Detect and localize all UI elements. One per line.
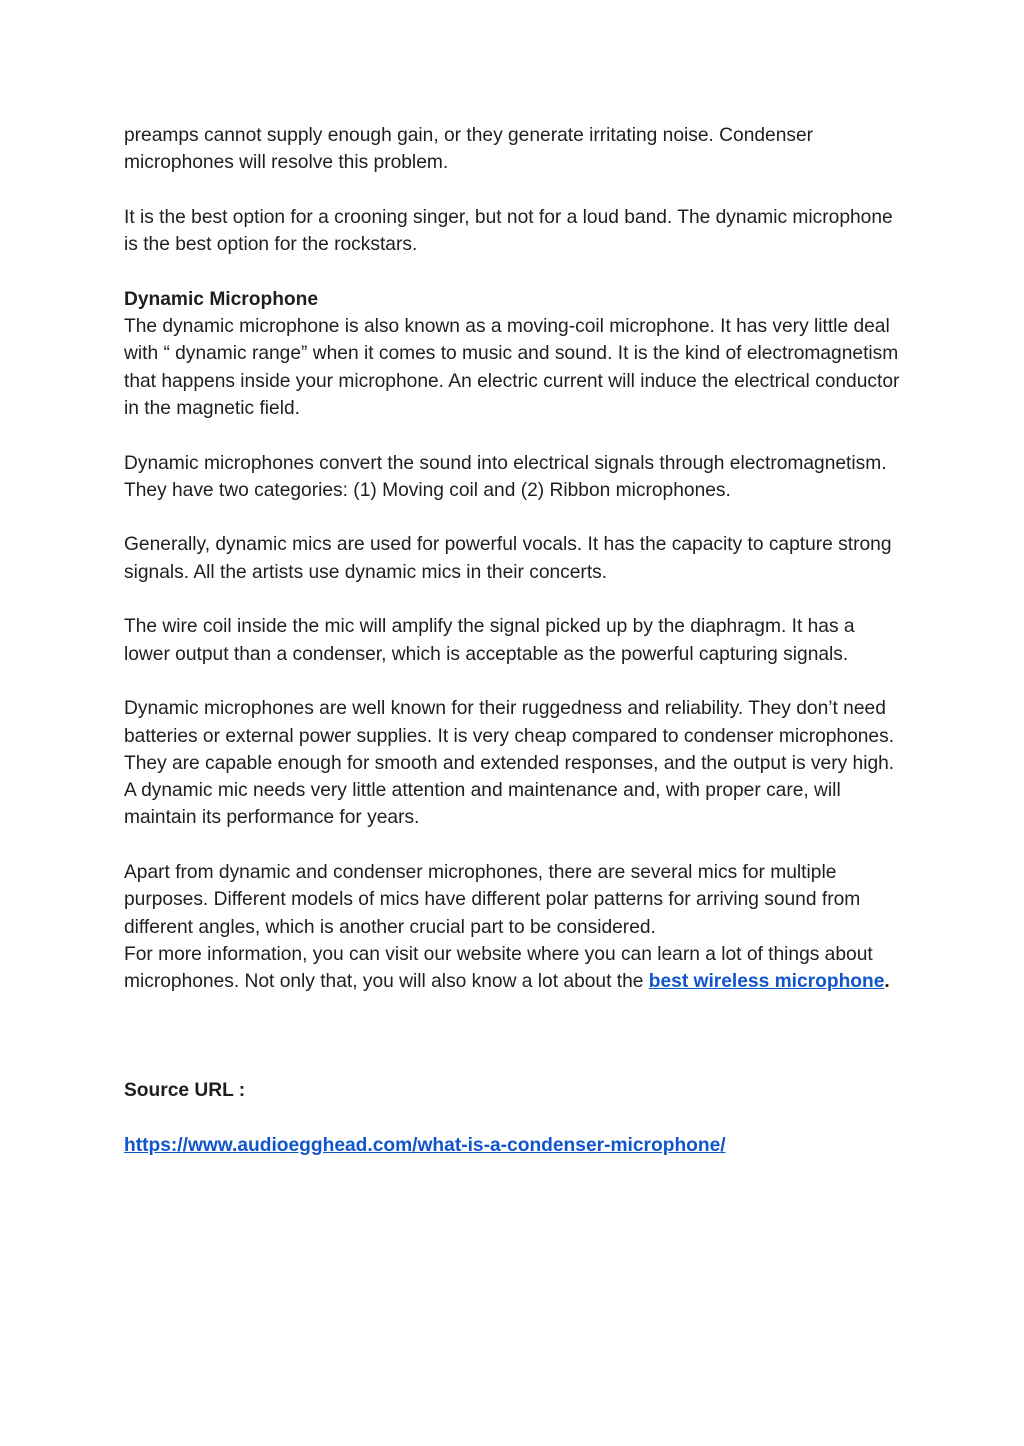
paragraph-crooning-singer: It is the best option for a crooning singer, but not for a loud band. The dynamic microphone is the best option for the rockstars. — [124, 206, 893, 256]
paragraph-powerful-vocals: Generally, dynamic mics are used for powerful vocals. It has the capacity to capture strong signals. All the artists use dynamic mics in their concerts. — [124, 534, 892, 583]
paragraph-dynamic-intro: The dynamic microphone is also known as a moving-coil microphone. It has very little deal with “ dynamic range” when it comes to music and sound. It is the kind of electromagnetism that happens inside your microphone. An electric current will induce the electrical conductor in the magnetic field. — [124, 316, 900, 419]
source-url-link[interactable]: https://www.audioegghead.com/what-is-a-condenser-microphone/ — [124, 1134, 726, 1156]
dynamic-section — [124, 286, 904, 422]
paragraph-preamps: preamps cannot supply enough gain, or they generate irritating noise. Condenser microphones will resolve this problem. — [124, 125, 814, 174]
paragraph-more-info: For more information, you can visit our website where you can learn a lot of things about microphones. Not only that, you will also know a lot about the — [124, 943, 873, 993]
closing-period: . — [884, 971, 890, 993]
source-url-row — [124, 1132, 904, 1159]
document-page — [124, 122, 904, 1187]
closing-paragraph — [124, 859, 904, 995]
paragraph-wire-coil: The wire coil inside the mic will amplify the signal picked up by the diaphragm. It has a lower output than a condenser, which is acceptable as the powerful capturing signals. — [124, 616, 855, 665]
section-heading-dynamic-microphone: Dynamic Microphone — [124, 288, 319, 310]
paragraph-convert-sound: Dynamic microphones convert the sound into electrical signals through electromagnetism. They have two categories: (1) Moving coil and (2) Ribbon microphones. — [124, 452, 887, 501]
best-wireless-microphone-link[interactable]: best wireless microphone — [648, 971, 885, 993]
source-url-label: Source URL : — [124, 1080, 246, 1102]
paragraph-apart-from: Apart from dynamic and condenser microphones, there are several mics for multiple purposes. Different models of mics have different polar patterns for arriving sound from different angles, which is another crucial part to be considered. — [124, 862, 861, 938]
spacer — [124, 1023, 904, 1078]
paragraph-ruggedness: Dynamic microphones are well known for their ruggedness and reliability. They don’t need batteries or external power supplies. It is very cheap compared to condenser microphones. They are capable enough for smooth and extended responses, and the output is very high. A dynamic mic needs very little attention and maintenance and, with proper care, will maintain its performance for years. — [124, 698, 895, 829]
